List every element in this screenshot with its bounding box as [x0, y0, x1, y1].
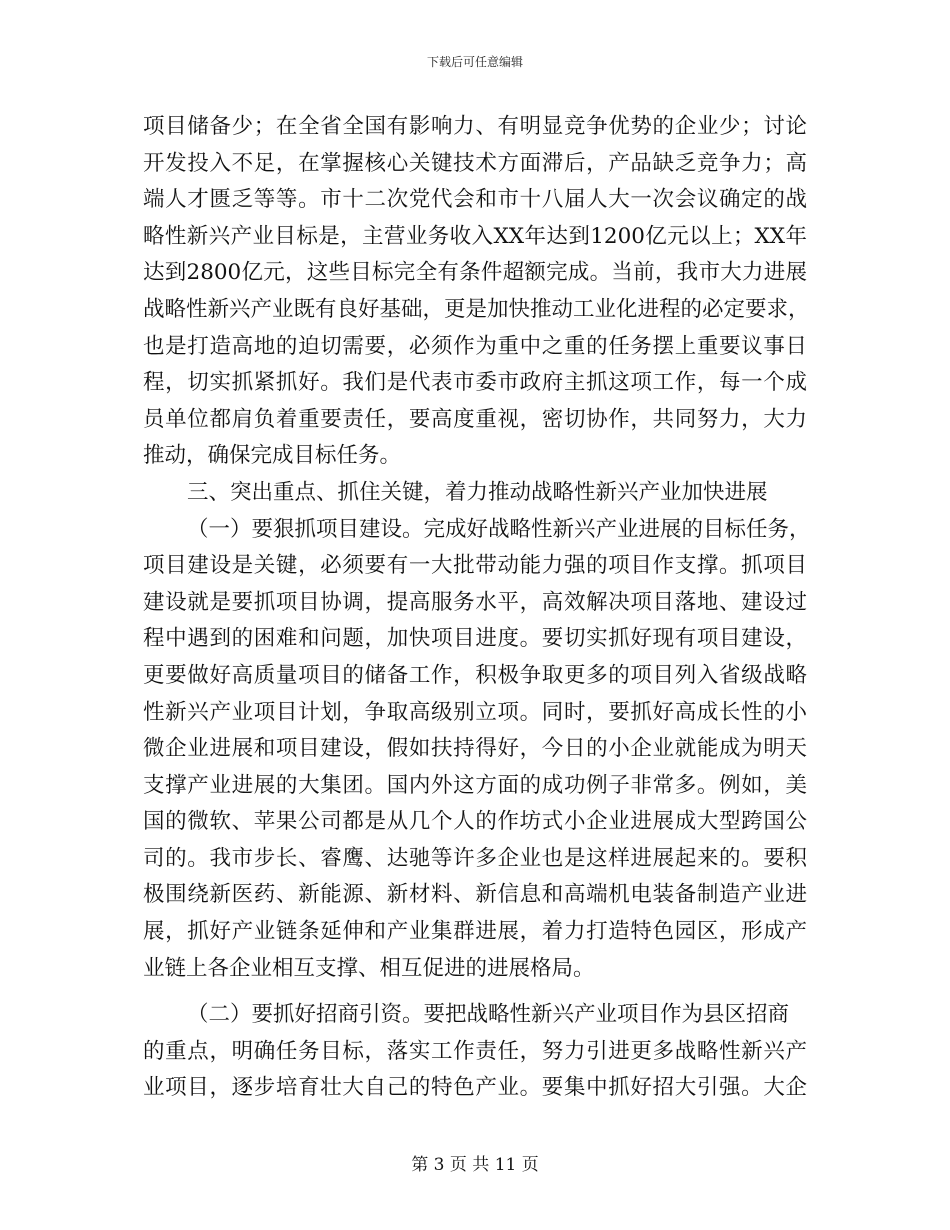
text-line: 微企业进展和项目建设，假如扶持得好，今日的小企业就能成为明天 [143, 736, 807, 762]
section-heading-text: 三、突出重点、抓住关键，着力推动战略性新兴产业加快进展 [187, 479, 768, 505]
paragraph-continued [143, 109, 810, 475]
text-line: 司的。我市步长、睿鹰、达驰等许多企业也是这样进展起来的。要积 [143, 845, 807, 871]
text-line: 开发投入不足，在掌握核心关键技术方面滞后，产品缺乏竞争力；高 [143, 150, 807, 176]
text-line: 端人才匮乏等等。市十二次党代会和市十八届人大一次会议确定的战 [143, 187, 807, 213]
text-line: 员单位都肩负着重要责任，要高度重视，密切协作，共同努力，大力 [143, 406, 807, 432]
text-line: 极围绕新医药、新能源、新材料、新信息和高端机电装备制造产业进 [143, 882, 807, 908]
text-line: 展，抓好产业链条延伸和产业集群进展，着力打造特色园区，形成产 [143, 919, 807, 945]
text-line: 程，切实抓紧抓好。我们是代表市委市政府主抓这项工作，每一个成 [143, 370, 807, 396]
paragraph-item-1 [143, 512, 811, 988]
paragraph-item-2 [143, 997, 807, 1107]
page-number-footer: 第 3 页 共 11 页 [411, 1155, 539, 1175]
text-line: 业链上各企业相互支撑、相互促进的进展格局。 [143, 955, 595, 981]
text-line: 建设就是要抓项目协调，提高服务水平，高效解决项目落地、建设过 [143, 589, 807, 615]
text-line: 项目建设是关键，必须要有一大批带动能力强的项目作支撑。抓项目 [143, 553, 807, 579]
text-line: 达到2800亿元，这些目标完全有条件超额完成。当前，我市大力进展 [143, 260, 807, 286]
text-line: 战略性新兴产业既有良好基础，更是加快推动工业化进程的必定要求， [143, 296, 810, 322]
page-header: 下载后可任意编辑 [426, 55, 523, 69]
text-line: 也是打造高地的迫切需要，必须作为重中之重的任务摆上重要议事日 [143, 333, 807, 359]
text-line: 更要做好高质量项目的储备工作，积极争取更多的项目列入省级战略 [143, 662, 807, 688]
text-line: 支撑产业进展的大集团。国内外这方面的成功例子非常多。例如，美 [143, 772, 807, 798]
text-line: 程中遇到的困难和问题，加快项目进度。要切实抓好现有项目建设， [143, 626, 807, 652]
document-body [143, 109, 811, 1107]
text-line: 业项目，逐步培育壮大自己的特色产业。要集中抓好招大引强。大企 [143, 1075, 807, 1101]
section-heading [143, 475, 807, 512]
text-line: 的重点，明确任务目标，落实工作责任，努力引进更多战略性新兴产 [143, 1038, 807, 1064]
text-line: 性新兴产业项目计划，争取高级别立项。同时，要抓好高成长性的小 [143, 699, 807, 725]
text-line: （一）要狠抓项目建设。完成好战略性新兴产业进展的目标任务， [187, 516, 811, 542]
text-line: 略性新兴产业目标是，主营业务收入XX年达到1200亿元以上；XX年 [143, 223, 807, 249]
text-line: 推动，确保完成目标任务。 [143, 443, 402, 469]
text-line: 项目储备少；在全省全国有影响力、有明显竞争优势的企业少；讨论 [143, 114, 807, 139]
text-line: 国的微软、苹果公司都是从几个人的作坊式小企业进展成大型跨国公 [143, 809, 807, 835]
text-line: （二）要抓好招商引资。要把战略性新兴产业项目作为县区招商 [187, 1002, 790, 1028]
